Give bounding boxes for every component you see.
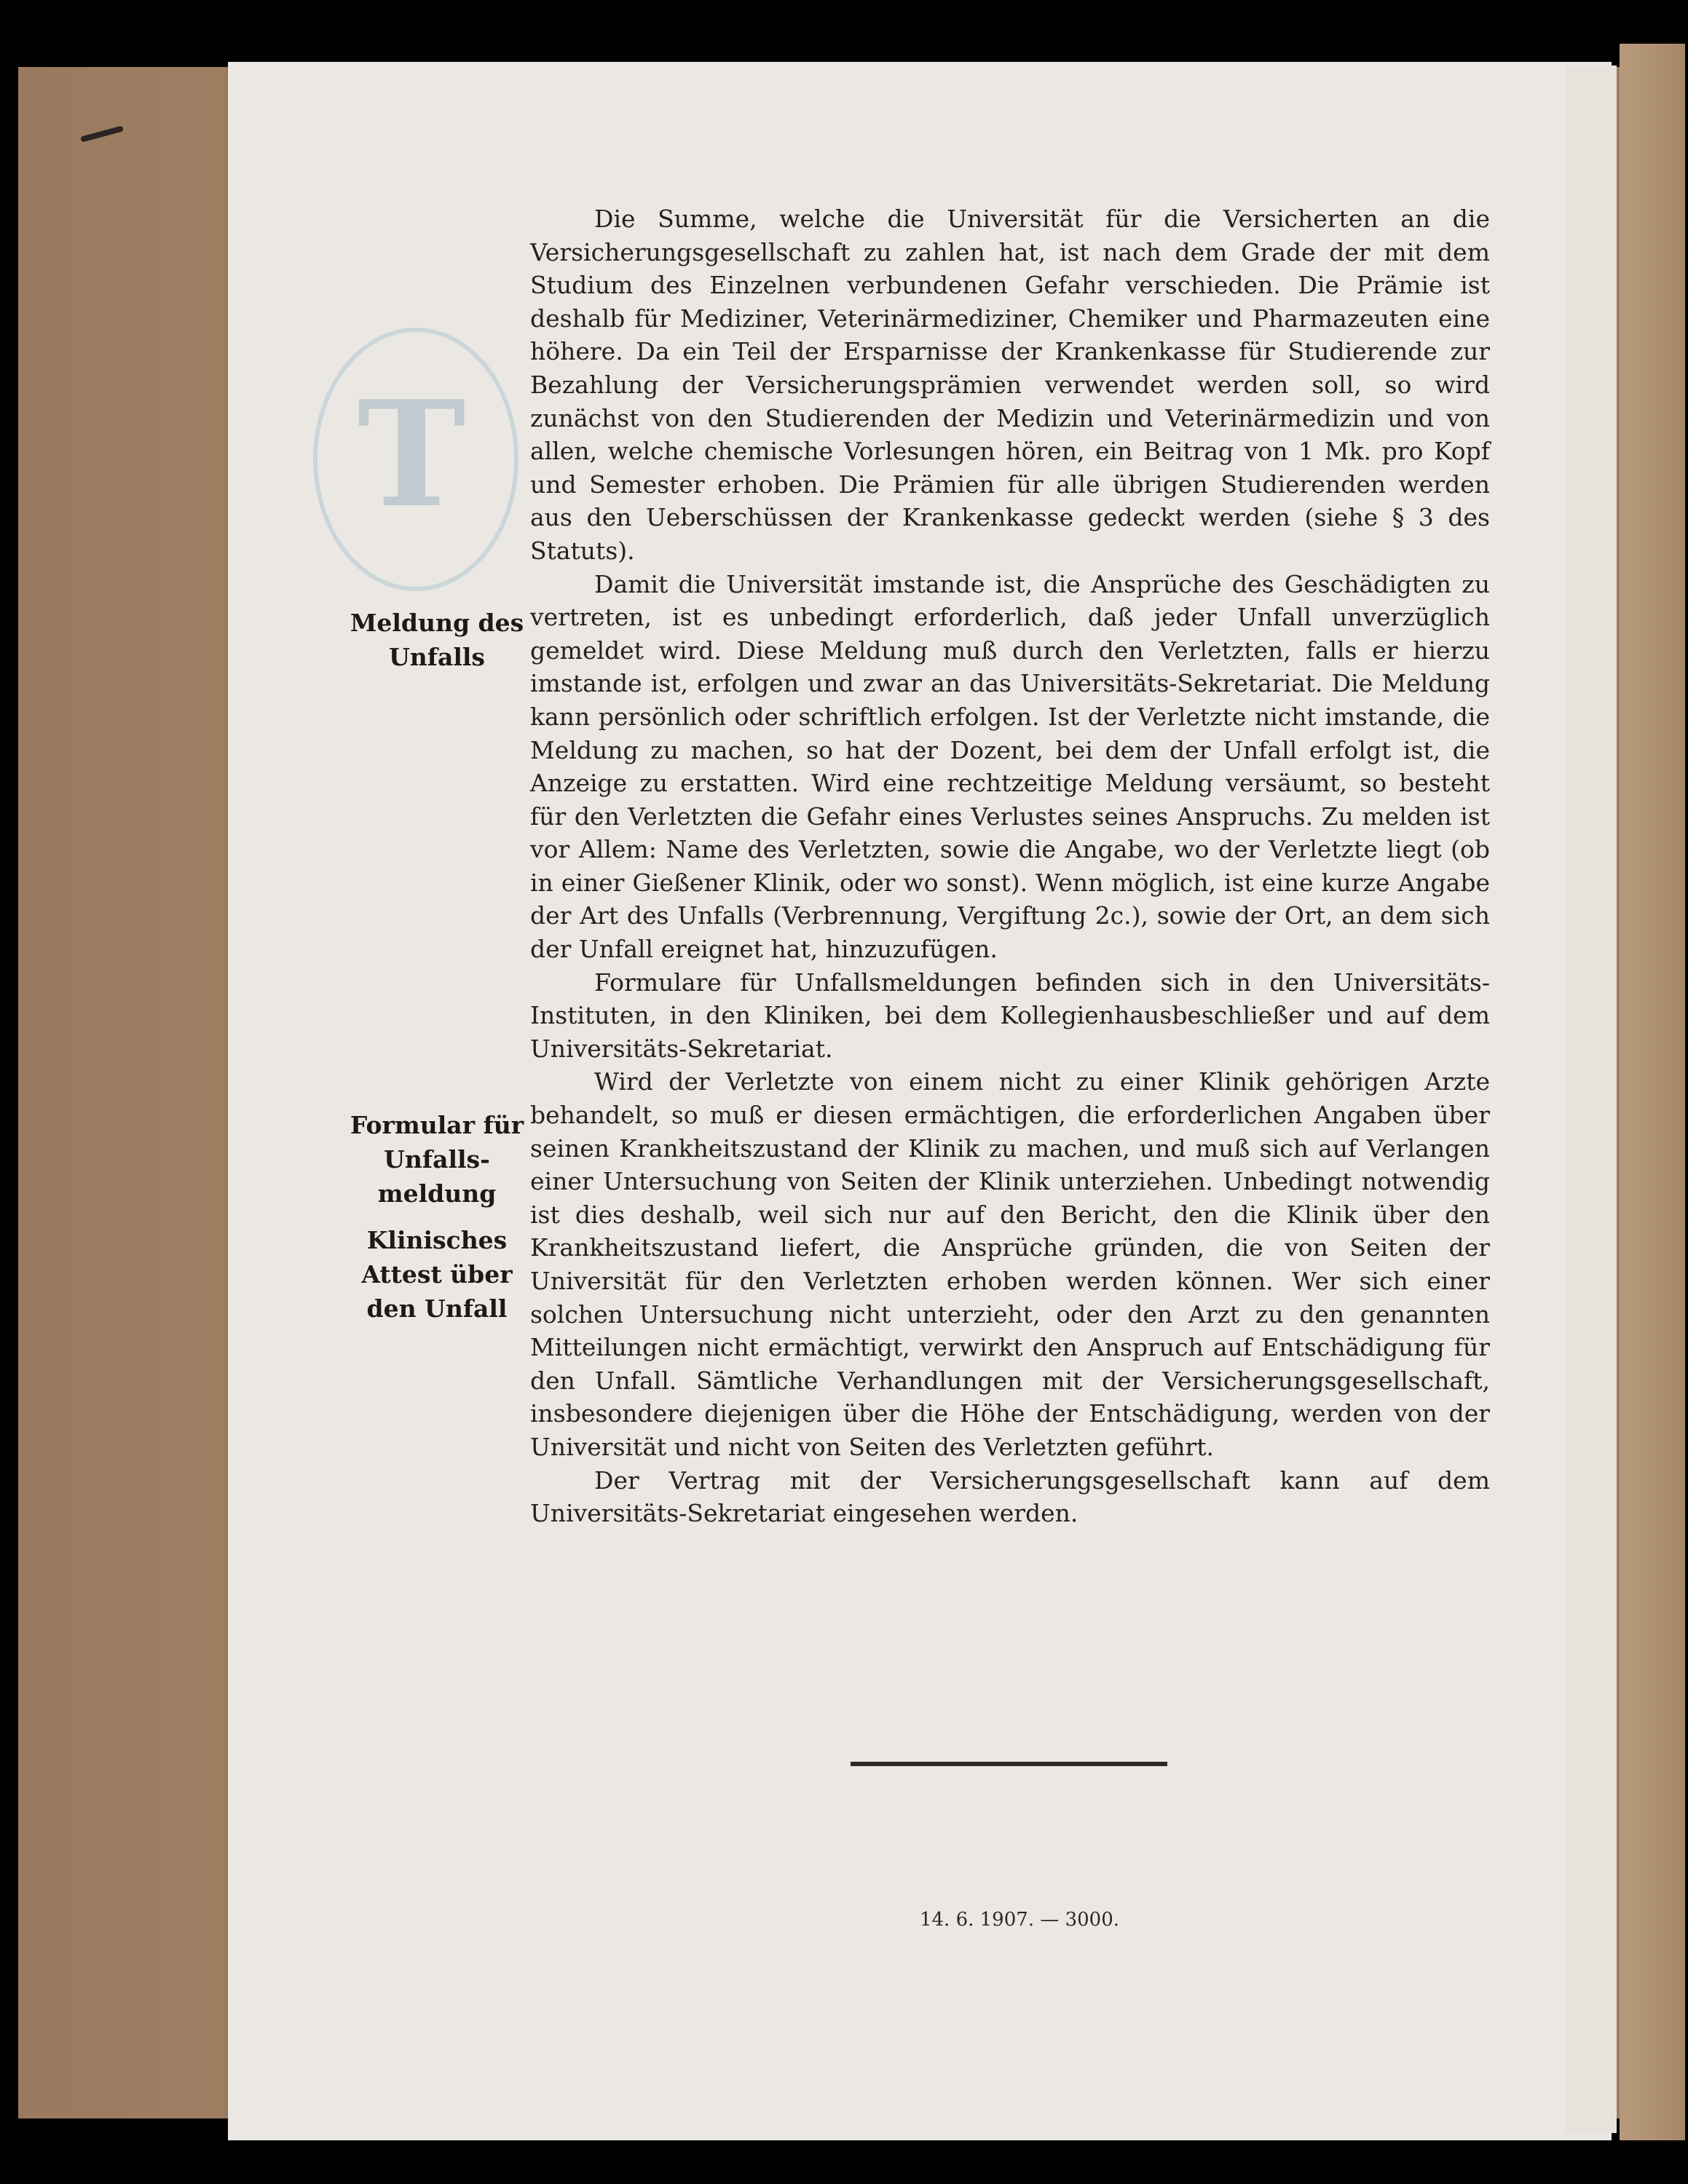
margin-note-meldung: Meldung des Unfalls <box>350 609 524 671</box>
cardboard-edge-right <box>1620 44 1685 2140</box>
page-edge-shadow <box>1566 66 1617 2133</box>
print-footer: 14. 6. 1907. — 3000. <box>919 1909 1120 1931</box>
paragraph-meldung: Damit die Universität imstande ist, die Ansprüche des Geschädigten zu vertreten, ist es unbedingt erforderlich, daß jeder Unfall unverzüglich gemeldet wird. Diese Meldung muß durch den Verletzten, falls er hierzu imstande ist, erfolgen und zwar an das Universitäts-Sekretariat. Die Meldung kann persönlich oder schriftlich erfolgen. Ist der Verletzte nicht imstande, die Meldung zu machen, so hat der Dozent, bei dem der Unfall erfolgt ist, die Anzeige zu erstatten. Wird eine rechtzeitige Meldung versäumt, so besteht für den Verletzten die Gefahr eines Verlustes seines Anspruchs. Zu melden ist vor Allem: Name des Verletzten, sowie die Angabe, wo der Verletzte liegt (ob in einer Gießener Klinik, oder wo sonst). Wenn möglich, ist eine kurze Angabe der Art des Unfalls (Verbrennung, Vergiftung 2c.), sowie der Ort, an dem sich der Unfall ereignet hat, hinzuzufügen. <box>530 569 1490 964</box>
paragraph-versicherung: Die Summe, welche die Universität für die Versicherten an die Versicherungsgesellschaft zu zahlen hat, ist nach dem Grade der mit dem Studium des Einzelnen verbundenen Gefahr verschieden. Die Prämie ist deshalb für Mediziner, Veterinärmediziner, Chemiker und Pharmazeuten eine höhere. Da ein Teil der Ersparnisse der Krankenkasse für Studierende zur Bezahlung der Versicherungsprämien verwendet werden soll, so wird zunächst von den Studierenden der Medizin und Veterinärmedizin und von allen, welche chemische Vorlesungen hören, ein Beitrag von 1 Mk. pro Kopf und Semester erhoben. Die Prämien für alle übrigen Studierenden werden aus den Ueberschüssen der Krankenkasse gedeckt werden (siehe § 3 des Statuts). <box>530 205 1490 565</box>
margin-note-attest: Klinisches Attest über den Unfall <box>361 1226 513 1323</box>
paragraph-formulare: Formulare für Unfallsmeldungen befinden sich in den Universitäts-Instituten, in den Kliniken, bei dem Kollegienhausbeschließer und auf dem Universitäts-Sekretariat. <box>530 968 1490 1063</box>
closing-rule <box>851 1762 1167 1766</box>
body-text <box>530 202 1490 1530</box>
stamp-letter-graphic: T <box>357 369 466 540</box>
margin-note-formular: Formular für Unfalls-meldung <box>350 1111 524 1208</box>
paragraph-vertrag: Der Vertrag mit der Versicherungsgesellschaft kann auf dem Universitäts-Sekretariat eingesehen werden. <box>530 1465 1490 1528</box>
paragraph-klinisches-attest: Wird der Verletzte von einem nicht zu einer Klinik gehörigen Arzte behandelt, so muß er diesen ermächtigen, die erforderlichen Angaben über seinen Krankheitszustand der Klinik zu machen, und muß sich auf Verlangen einer Untersuchung von Seiten der Klinik unterziehen. Unbedingt notwendig ist dies deshalb, weil sich nur auf den Bericht, den die Klinik über den Krankheitszustand liefert, die Ansprüche gründen, die von Seiten der Universität für den Verletzten erhoben werden können. Wer sich einer solchen Untersuchung nicht unterzieht, oder den Arzt zu den genannten Mitteilungen nicht ermächtigt, verwirkt den Anspruch auf Entschädigung für den Unfall. Sämtliche Verhandlungen mit der Versicherungsgesellschaft, insbesondere diejenigen über die Höhe der Entschädigung, werden von der Universität und nicht von Seiten des Verletzten geführt. <box>530 1067 1490 1461</box>
